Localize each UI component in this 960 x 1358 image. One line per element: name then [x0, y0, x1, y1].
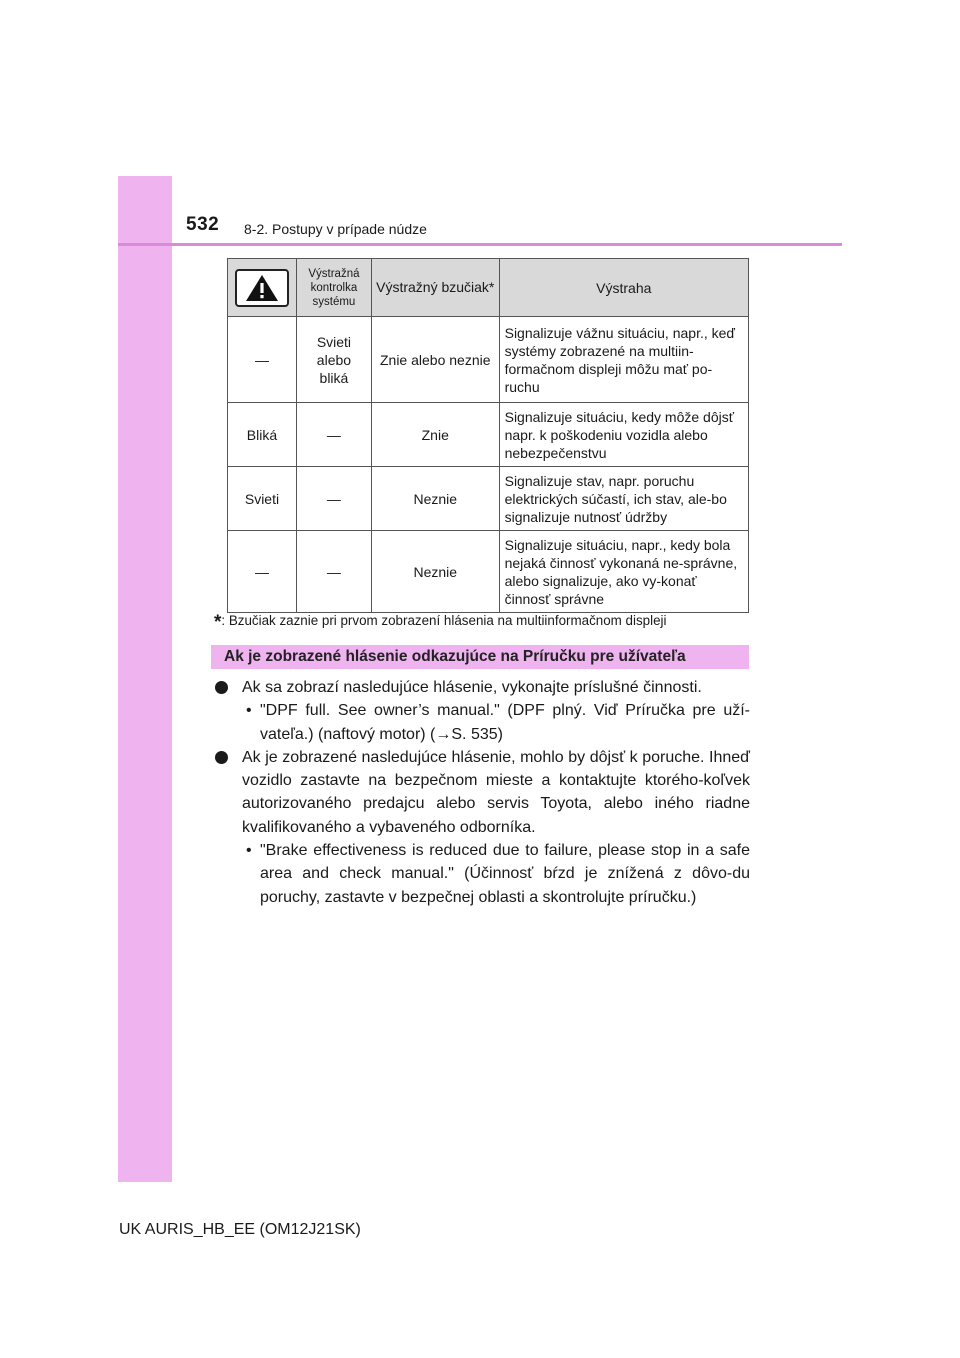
list-item [214, 676, 750, 699]
sub-list-item [214, 699, 750, 746]
cell-light: — [296, 531, 371, 613]
header-rule [118, 243, 842, 246]
cell-icon: — [228, 317, 297, 403]
cell-light: — [296, 467, 371, 531]
header-buzzer: Výstražný bzučiak* [371, 259, 499, 317]
header-icon-cell [228, 259, 297, 317]
list-item [214, 746, 750, 839]
cell-buzzer: Znie [371, 403, 499, 467]
body-text [214, 676, 750, 909]
cell-warning: Signalizuje situáciu, napr., kedy bola nejaká činnosť vykonaná ne-správne, alebo signalizuje, ako vy-konať činnosť správne [499, 531, 748, 613]
footer-model-code: UK AURIS_HB_EE (OM12J21SK) [119, 1221, 361, 1238]
list-item-text: Ak sa zobrazí nasledujúce hlásenie, vykonajte príslušné činnosti. [242, 679, 702, 696]
cell-light: — [296, 403, 371, 467]
table-row [228, 317, 749, 403]
bullet-icon [215, 751, 228, 764]
table-row [228, 531, 749, 613]
warning-triangle-icon [235, 269, 289, 307]
header-light: Výstražná kontrolka systému [296, 259, 371, 317]
cell-warning: Signalizuje situáciu, kedy môže dôjsť napr. k poškodeniu vozidla alebo nebezpečenstvu [499, 403, 748, 467]
cell-warning: Signalizuje stav, napr. poruchu elektrických súčastí, ich stav, ale-bo signalizuje nutnosť údržby [499, 467, 748, 531]
table-header-row [228, 259, 749, 317]
sub-list-item [214, 839, 750, 909]
footnote-text: : Bzučiak zaznie pri prvom zobrazení hlásenia na multiinformačnom displeji [221, 613, 667, 628]
sub-list-item-text: "DPF full. See owner’s manual." (DPF plný. Viď Príručka pre uží-vateľa.) (naftový motor) (→S. 535) [260, 702, 750, 743]
bullet-icon [215, 681, 228, 694]
chapter-side-band [118, 176, 172, 1182]
warning-table [227, 258, 749, 613]
cell-buzzer: Neznie [371, 467, 499, 531]
cell-light: Svieti alebo bliká [296, 317, 371, 403]
sub-list-item-text: "Brake effectiveness is reduced due to failure, please stop in a safe area and check manual." (Účinnosť bŕzd je znížená z dôvo-du poruchy, zastavte v bezpečnej oblasti a skontrolujte príručku.) [260, 842, 750, 906]
section-heading: Ak je zobrazené hlásenie odkazujúce na Príručku pre užívateľa [211, 645, 749, 669]
table-row [228, 467, 749, 531]
cell-icon: Bliká [228, 403, 297, 467]
list-item-text: Ak je zobrazené nasledujúce hlásenie, mohlo by dôjsť k poruche. Ihneď vozidlo zastavte na bezpečnom mieste a kontaktujte ktorého-koľvek autorizovaného predajcu alebo servis Toyota, alebo iného riadne kvalifikovaného a vybaveného odborníka. [242, 748, 750, 836]
page-number: 532 [186, 214, 220, 235]
cell-icon: — [228, 531, 297, 613]
table-row [228, 403, 749, 467]
header-warning: Výstraha [499, 259, 748, 317]
cell-buzzer: Znie alebo neznie [371, 317, 499, 403]
footnote-asterisk: * [214, 612, 222, 633]
cell-buzzer: Neznie [371, 531, 499, 613]
cell-warning: Signalizuje vážnu situáciu, napr., keď systémy zobrazené na multiin-formačnom displeji môžu mať po-ruchu [499, 317, 748, 403]
cell-icon: Svieti [228, 467, 297, 531]
section-title: 8-2. Postupy v prípade núdze [244, 221, 427, 237]
table-footnote [214, 612, 666, 634]
sub-bullet-icon: • [246, 702, 252, 720]
sub-bullet-icon: • [246, 842, 252, 860]
